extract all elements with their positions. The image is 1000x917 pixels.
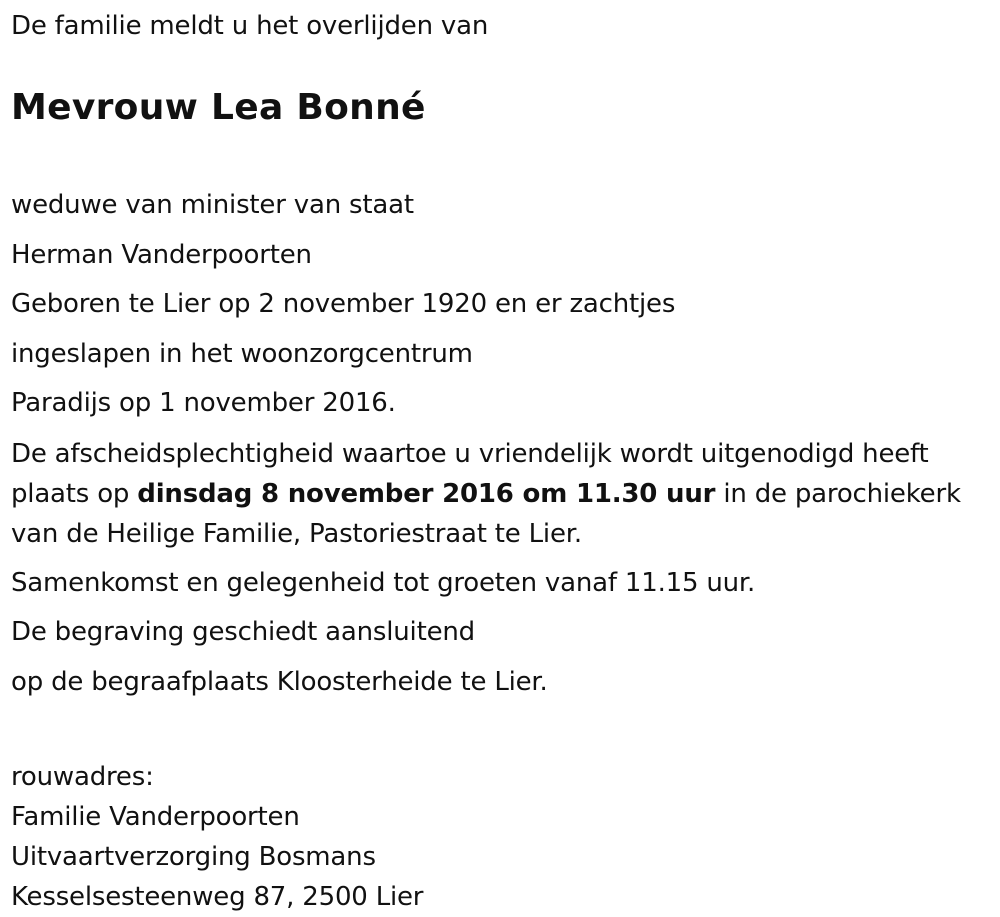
detail-line: Geboren te Lier op 2 november 1920 en er zachtjes xyxy=(11,289,676,319)
detail-line: Paradijs op 1 november 2016. xyxy=(11,388,396,418)
obituary-notice xyxy=(11,0,991,917)
address-line: Kesselsesteenweg 87, 2500 Lier xyxy=(11,882,424,912)
deceased-name: Mevrouw Lea Bonné xyxy=(11,87,426,128)
detail-line: ingeslapen in het woonzorgcentrum xyxy=(11,338,473,369)
mourning-address xyxy=(11,757,991,917)
details-block xyxy=(11,181,991,429)
detail-line: weduwe van minister van staat xyxy=(11,190,414,220)
detail-line: Herman Vanderpoorten xyxy=(11,239,312,270)
ceremony-text: in de parochiekerk xyxy=(715,478,961,509)
address-label: rouwadres: xyxy=(11,762,154,792)
ceremony-text: plaats op xyxy=(11,478,138,509)
address-line: Familie Vanderpoorten xyxy=(11,802,300,832)
after-line: op de begraafplaats Kloosterheide te Lier. xyxy=(11,666,548,697)
after-block xyxy=(11,559,991,708)
ceremony-line: van de Heilige Familie, Pastoriestraat te Lier. xyxy=(11,518,582,549)
intro-text: De familie meldt u het overlijden van xyxy=(11,11,489,41)
after-line: De begraving geschiedt aansluitend xyxy=(11,617,475,647)
after-line: Samenkomst en gelegenheid tot groeten vanaf 11.15 uur. xyxy=(11,567,756,598)
ceremony-line xyxy=(11,474,991,514)
address-line: Uitvaartverzorging Bosmans xyxy=(11,842,376,872)
ceremony-datetime: dinsdag 8 november 2016 om 11.30 uur xyxy=(137,478,716,509)
ceremony-paragraph xyxy=(11,434,991,554)
ceremony-line: De afscheidsplechtigheid waartoe u vriendelijk wordt uitgenodigd heeft xyxy=(11,438,929,469)
